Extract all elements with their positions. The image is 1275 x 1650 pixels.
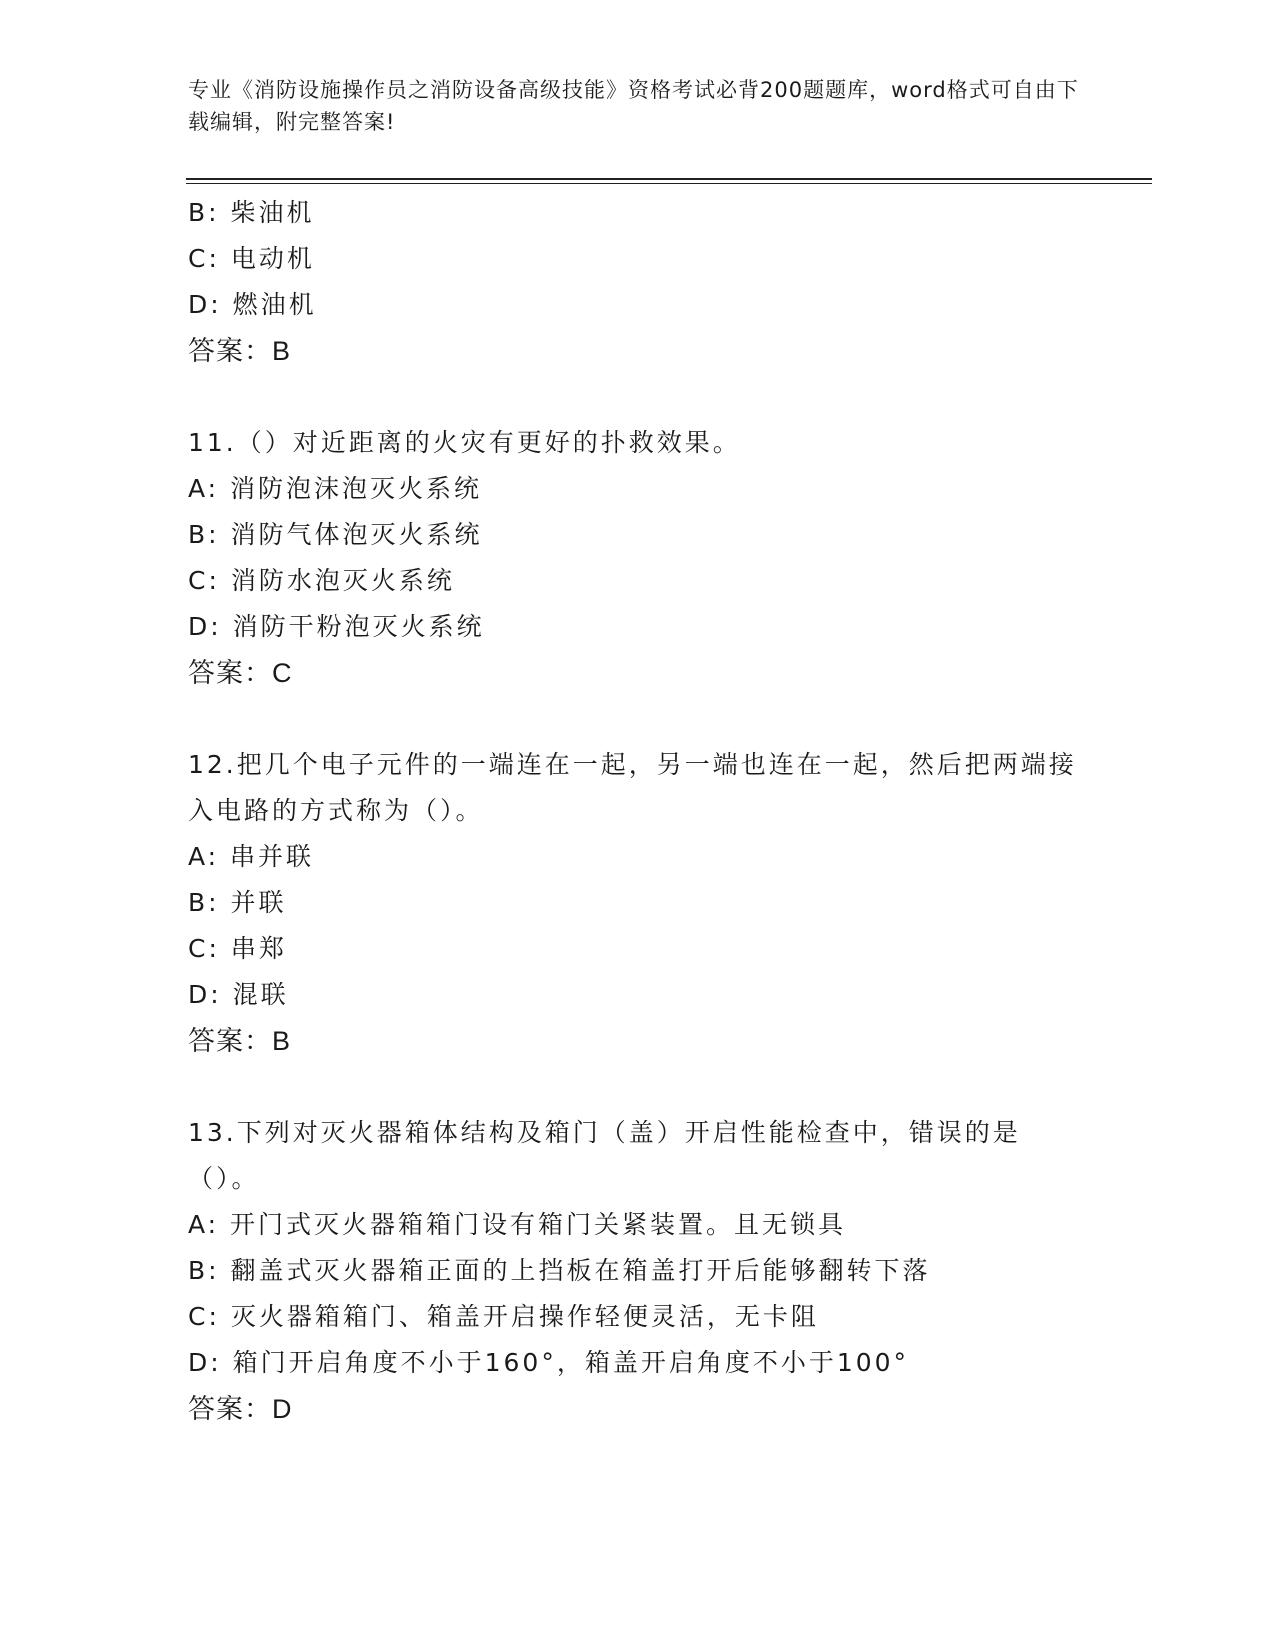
option-b: B: 消防气体泡灭火系统 bbox=[188, 520, 483, 549]
option-d: D: 混联 bbox=[188, 980, 289, 1009]
answer-line: 答案：C bbox=[188, 658, 293, 688]
header-rule-thick bbox=[186, 178, 1152, 180]
option-d: D: 箱门开启角度不小于160°，箱盖开启角度不小于100° bbox=[188, 1348, 910, 1377]
option-d: D: 燃油机 bbox=[188, 290, 317, 319]
option-a: A: 消防泡沫泡灭火系统 bbox=[188, 474, 483, 503]
question-list bbox=[188, 190, 1088, 1432]
option-c: C: 消防水泡灭火系统 bbox=[188, 566, 455, 595]
option-c: C: 电动机 bbox=[188, 244, 315, 273]
answer-line: 答案：B bbox=[188, 336, 292, 366]
option-a: A: 开门式灭火器箱箱门设有箱门关紧装置。且无锁具 bbox=[188, 1210, 847, 1239]
question-block-prev bbox=[188, 190, 1088, 374]
option-c: C: 灭火器箱箱门、箱盖开启操作轻便灵活，无卡阻 bbox=[188, 1302, 819, 1331]
option-d: D: 消防干粉泡灭火系统 bbox=[188, 612, 485, 641]
question-stem: 13.下列对灭火器箱体结构及箱门（盖）开启性能检查中，错误的是（）。 bbox=[188, 1118, 1021, 1193]
question-block-13 bbox=[188, 1110, 1088, 1432]
question-stem: 11.（）对近距离的火灾有更好的扑救效果。 bbox=[188, 428, 741, 457]
question-block-12 bbox=[188, 742, 1088, 1064]
answer-line: 答案：B bbox=[188, 1026, 292, 1056]
answer-line: 答案：D bbox=[188, 1394, 293, 1424]
option-b: B: 柴油机 bbox=[188, 198, 315, 227]
option-b: B: 翻盖式灭火器箱正面的上挡板在箱盖打开后能够翻转下落 bbox=[188, 1256, 931, 1285]
option-b: B: 并联 bbox=[188, 888, 287, 917]
option-a: A: 串并联 bbox=[188, 842, 315, 871]
question-stem: 12.把几个电子元件的一端连在一起，另一端也连在一起，然后把两端接入电路的方式称为（）。 bbox=[188, 750, 1077, 825]
option-c: C: 串郑 bbox=[188, 934, 287, 963]
document-header: 专业《消防设施操作员之消防设备高级技能》资格考试必背200题题库，word格式可自由下载编辑，附完整答案! bbox=[188, 78, 1079, 134]
question-block-11 bbox=[188, 420, 1088, 696]
header-rule-thin bbox=[186, 183, 1152, 184]
